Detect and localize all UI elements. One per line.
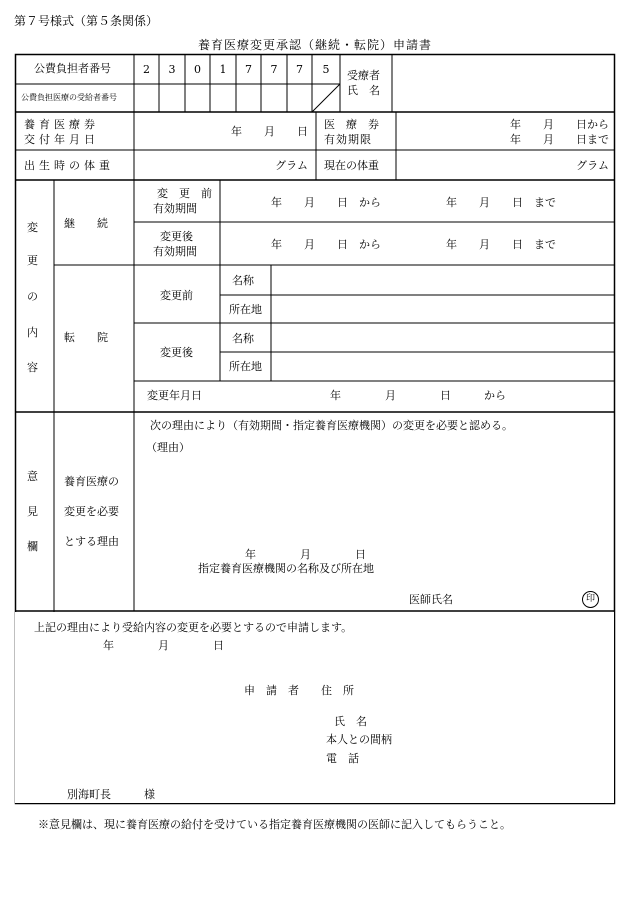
opinion-statement: 次の理由により（有効期間・指定養育医療機関）の変更を必要と認める。 <box>150 419 513 432</box>
application-statement: 上記の理由により受給内容の変更を必要とするので申請します。 <box>34 621 353 634</box>
issue-label: 養育医療券 <box>24 118 99 131</box>
validity-period-label: 有効期限 <box>324 133 372 146</box>
payer-digit: 2 <box>143 63 150 76</box>
applicant-name-label: 氏 名 <box>334 715 367 728</box>
after-period-label: 変更後 <box>160 230 193 243</box>
validity-from: 年 月 日から <box>510 118 609 131</box>
birth-weight-unit: グラム <box>275 159 308 172</box>
after-name-label: 名称 <box>232 332 254 345</box>
payer-digit: 7 <box>270 63 278 76</box>
transfer-label: 転 院 <box>64 331 108 344</box>
applicant-address-label: 申 請 者 住 所 <box>244 684 354 697</box>
section-opinion-char: 意 <box>27 470 38 483</box>
after-address-label: 所在地 <box>229 360 262 373</box>
before-period-sublabel: 有効期間 <box>153 202 197 215</box>
patient-name-label: 氏 名 <box>347 84 380 97</box>
change-date-label: 変更年月日 <box>147 389 202 402</box>
institution-label: 指定養育医療機関の名称及び所在地 <box>198 562 374 575</box>
form-number: 第７号様式（第５条関係） <box>14 14 159 28</box>
payer-digit: 5 <box>322 63 330 76</box>
before-period-label: 変 更 前 <box>157 187 212 200</box>
after-institution-label: 変更後 <box>160 346 193 359</box>
birth-weight-label: 出生時の体重 <box>24 159 114 172</box>
payer-digit: 1 <box>219 63 227 76</box>
applicant-relation-label: 本人との間柄 <box>326 733 392 746</box>
footnote: ※意見欄は、現に養育医療の給付を受けている指定養育医療機関の医師に記入してもらうこと。 <box>38 818 511 831</box>
payer-digit: 7 <box>296 63 303 76</box>
payer-number-label: 公費負担者番号 <box>34 62 111 75</box>
seal-mark: 印 <box>582 591 599 608</box>
section-change-char: 内 <box>27 326 38 339</box>
before-name-label: 名称 <box>232 274 254 287</box>
before-period-until: 年 月 日 まで <box>446 196 556 209</box>
after-period-from: 年 月 日 から <box>271 238 381 251</box>
opinion-date: 年 月 日 <box>245 548 366 561</box>
payer-digit: 0 <box>194 63 201 76</box>
issue-date-label: 交付年月日 <box>24 133 99 146</box>
application-date: 年 月 日 <box>103 639 224 652</box>
doctor-name-label: 医師氏名 <box>409 593 453 606</box>
addressee: 別海町長 様 <box>67 788 155 801</box>
after-period-sublabel: 有効期間 <box>153 245 197 258</box>
reason-label: とする理由 <box>64 535 119 548</box>
section-change-char: 変 <box>27 221 38 234</box>
after-period-until: 年 月 日 まで <box>446 238 556 251</box>
reason-label: 変更を必要 <box>64 505 119 518</box>
current-weight-unit: グラム <box>576 159 609 172</box>
reason-marker: （理由） <box>146 441 190 454</box>
patient-label: 受療者 <box>347 69 380 82</box>
validity-until: 年 月 日まで <box>510 133 609 146</box>
applicant-phone-label: 電 話 <box>326 752 359 765</box>
continuation-label: 継 続 <box>64 217 108 230</box>
before-period-from: 年 月 日 から <box>271 196 381 209</box>
payer-digit: 7 <box>245 63 252 76</box>
section-change-char: の <box>27 290 38 303</box>
current-weight-label: 現在の体重 <box>324 159 379 172</box>
section-change-char: 容 <box>27 361 38 374</box>
change-date-value: 年 月 日 から <box>330 389 506 402</box>
section-opinion-char: 見 <box>27 505 38 518</box>
before-address-label: 所在地 <box>229 303 262 316</box>
recipient-number-label: 公費負担医療の受給者番号 <box>21 93 117 102</box>
validity-label: 医 療 券 <box>324 118 379 131</box>
payer-digit: 3 <box>168 63 176 76</box>
section-opinion-char: 欄 <box>27 540 38 553</box>
section-change-char: 更 <box>27 254 38 267</box>
before-institution-label: 変更前 <box>160 289 193 302</box>
issue-date-value: 年 月 日 <box>231 125 308 138</box>
reason-label: 養育医療の <box>64 475 119 488</box>
form-title: 養育医療変更承認（継続・転院）申請書 <box>197 38 432 52</box>
